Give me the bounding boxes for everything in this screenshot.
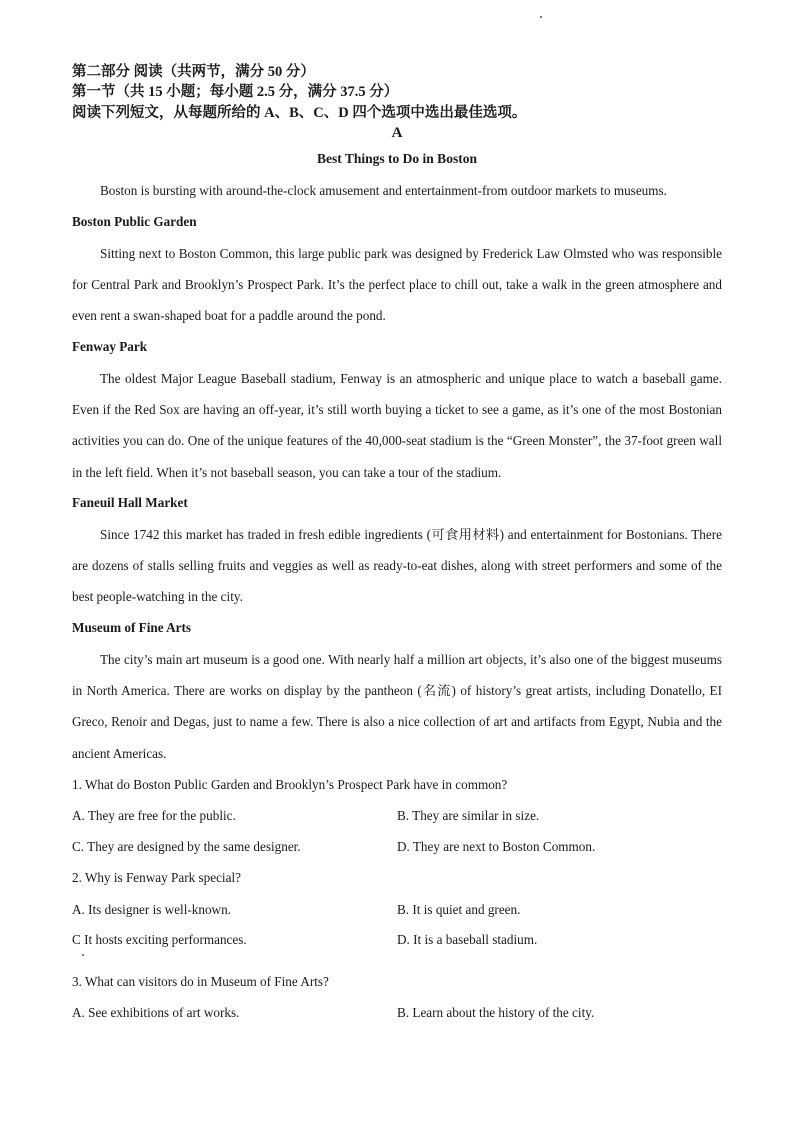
faneuil-hall-text: Since 1742 this market has traded in fresh edible ingredients (可食用材料) and entertainment for Bostonians. There are dozens of stalls selling fruits and veggies as well as ready-to-eat dishes, along with street performers and some of the best people-watching in the city. <box>72 527 722 605</box>
paragraph-fenway-park <box>72 363 722 488</box>
question-1-option-d: D. They are next to Boston Common. <box>397 839 596 854</box>
question-2-option-c: C It hosts exciting performances. <box>72 932 247 947</box>
question-1-option-c: C. They are designed by the same designer. <box>72 839 301 854</box>
scan-mark <box>540 16 542 18</box>
heading-faneuil-hall: Faneuil Hall Market <box>72 495 188 510</box>
museum-fine-arts-text: The city’s main art museum is a good one. With nearly half a million art objects, it’s also one of the biggest museums in North America. There are works on display by the pantheon (名流) of history’s great artists, including Donatello, EI Greco, Renoir and Degas, just to name a few. There is also a nice collection of art and artifacts from Egypt, Nubia and the ancient Americas. <box>72 652 722 761</box>
paragraph-faneuil-hall <box>72 519 722 613</box>
question-2-option-a: A. Its designer is well-known. <box>72 902 231 917</box>
question-2-stem: 2. Why is Fenway Park special? <box>72 870 241 885</box>
section-header: 第二部分 阅读（共两节，满分 50 分） <box>72 64 315 80</box>
question-2-option-d: D. It is a baseball stadium. <box>397 932 538 947</box>
question-3-option-b: B. Learn about the history of the city. <box>397 1005 595 1020</box>
question-2-option-b: B. It is quiet and green. <box>397 902 521 917</box>
intro-paragraph <box>72 175 722 206</box>
scan-dot <box>82 954 84 956</box>
public-garden-text: Sitting next to Boston Common, this large public park was designed by Frederick Law Olmsted who was responsible for Central Park and Brooklyn’s Prospect Park. It’s the perfect place to chill out, take a walk in the green atmosphere and even rent a swan-shaped boat for a paddle around the pond. <box>72 246 722 324</box>
heading-public-garden: Boston Public Garden <box>72 214 197 229</box>
paragraph-public-garden <box>72 238 722 332</box>
heading-museum-fine-arts: Museum of Fine Arts <box>72 620 192 635</box>
question-3-option-a: A. See exhibitions of art works. <box>72 1005 240 1020</box>
passage-title: Best Things to Do in Boston <box>317 151 477 166</box>
question-1-option-a: A. They are free for the public. <box>72 808 236 823</box>
fenway-park-text: The oldest Major League Baseball stadium, Fenway is an atmospheric and unique place to watch a baseball game. Even if the Red Sox are having an off-year, it’s still worth buying a ticket to see a game, as it’s one of the most Bostonian activities you can do. One of the unique features of the 40,000-seat stadium is the “Green Monster”, the 37-foot green wall in the left field. When it’s not baseball season, you can take a tour of the stadium. <box>72 371 722 480</box>
paragraph-museum-fine-arts <box>72 644 722 769</box>
question-1-stem: 1. What do Boston Public Garden and Brooklyn’s Prospect Park have in common? <box>72 777 508 792</box>
instructions: 阅读下列短文，从每题所给的 A、B、C、D 四个选项中选出最佳选项。 <box>72 105 527 121</box>
intro-text: Boston is bursting with around-the-clock amusement and entertainment-from outdoor markets to museums. <box>100 183 667 198</box>
passage-letter: A <box>391 125 403 141</box>
question-1-option-b: B. They are similar in size. <box>397 808 540 823</box>
heading-fenway-park: Fenway Park <box>72 339 148 354</box>
subsection-header: 第一节（共 15 小题；每小题 2.5 分，满分 37.5 分） <box>72 84 399 100</box>
question-3-stem: 3. What can visitors do in Museum of Fine Arts? <box>72 974 329 989</box>
